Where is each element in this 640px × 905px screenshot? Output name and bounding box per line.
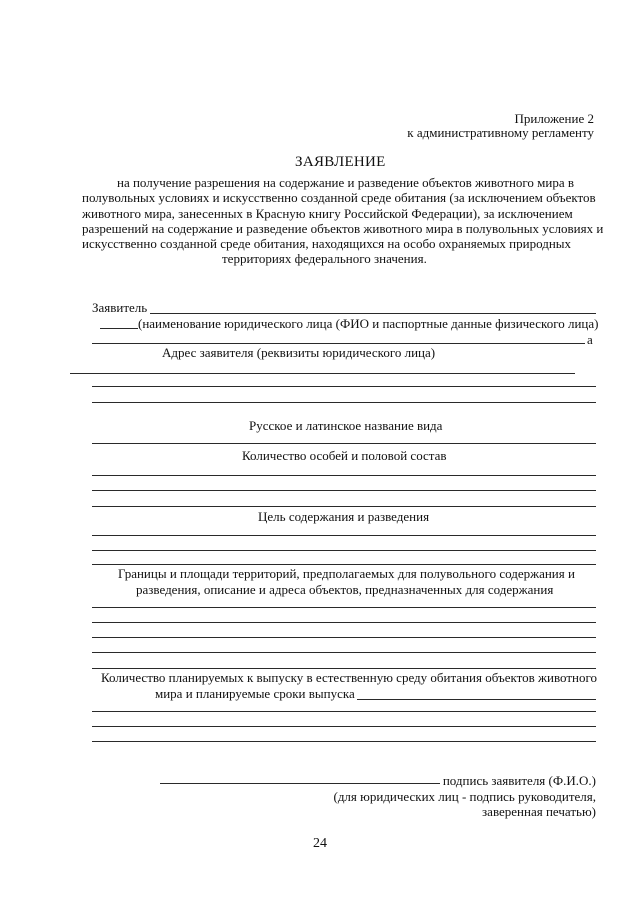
address-label: Адрес заявителя (реквизиты юридического лица) bbox=[162, 345, 436, 360]
release-line-1 bbox=[92, 711, 596, 712]
species-label: Русское и латинское название вида bbox=[249, 418, 443, 433]
subtitle-line: территориях федерального значения. bbox=[222, 251, 427, 266]
address-line-2 bbox=[92, 386, 596, 387]
document-title: ЗАЯВЛЕНИЕ bbox=[295, 154, 386, 170]
quantity-line-3 bbox=[92, 506, 596, 507]
signature-note: заверенная печатью) bbox=[482, 804, 596, 819]
applicant-label: Заявитель bbox=[92, 300, 148, 315]
territory-label: разведения, описание и адреса объектов, предназначенных для содержания bbox=[136, 582, 554, 597]
subtitle-line: разрешений на содержание и разведение объектов животного мира в полувольных условиях и bbox=[82, 221, 604, 236]
applicant-line-2 bbox=[92, 343, 585, 344]
subtitle-line: искусственно созданной среде обитания, находящихся на особо охраняемых природных bbox=[82, 236, 572, 251]
purpose-line-2 bbox=[92, 550, 596, 551]
applicant-line bbox=[150, 313, 596, 314]
territory-line-1 bbox=[92, 607, 596, 608]
address-line-3 bbox=[92, 402, 596, 403]
subtitle-line: животного мира, занесенных в Красную книгу Российской Федерации), за исключением bbox=[82, 206, 573, 221]
signature-line bbox=[160, 783, 440, 784]
signature-label: подпись заявителя (Ф.И.О.) bbox=[442, 773, 596, 788]
applicant-suffix: а bbox=[587, 332, 593, 347]
appendix-label: Приложение 2 bbox=[514, 111, 594, 126]
address-line-1 bbox=[70, 373, 575, 374]
purpose-line-3 bbox=[92, 564, 596, 565]
subtitle-line: полувольных условиях и искусственно созданной среде обитания (за исключением объектов bbox=[82, 190, 596, 205]
territory-line-3 bbox=[92, 637, 596, 638]
regulation-label: к административному регламенту bbox=[407, 125, 594, 140]
release-line-3 bbox=[92, 741, 596, 742]
territory-line-2 bbox=[92, 622, 596, 623]
page-number: 24 bbox=[313, 836, 327, 851]
signature-note: (для юридических лиц - подпись руководителя, bbox=[333, 789, 596, 804]
applicant-hint-blank bbox=[100, 328, 138, 329]
purpose-line-1 bbox=[92, 535, 596, 536]
release-dates-line bbox=[357, 699, 596, 700]
species-line bbox=[92, 443, 596, 444]
quantity-label: Количество особей и половой состав bbox=[242, 448, 447, 463]
release-label: Количество планируемых к выпуску в естественную среду обитания объектов животного bbox=[101, 670, 598, 685]
purpose-label: Цель содержания и разведения bbox=[258, 509, 430, 524]
quantity-line-1 bbox=[92, 475, 596, 476]
subtitle-line: на получение разрешения на содержание и разведение объектов животного мира в bbox=[117, 175, 575, 190]
release-line-2 bbox=[92, 726, 596, 727]
release-label: мира и планируемые сроки выпуска bbox=[155, 686, 355, 701]
territory-line-5 bbox=[92, 668, 596, 669]
territory-label: Границы и площади территорий, предполагаемых для полувольного содержания и bbox=[118, 566, 575, 581]
territory-line-4 bbox=[92, 652, 596, 653]
applicant-hint: (наименование юридического лица (ФИО и паспортные данные физического лица) bbox=[138, 316, 599, 331]
quantity-line-2 bbox=[92, 490, 596, 491]
